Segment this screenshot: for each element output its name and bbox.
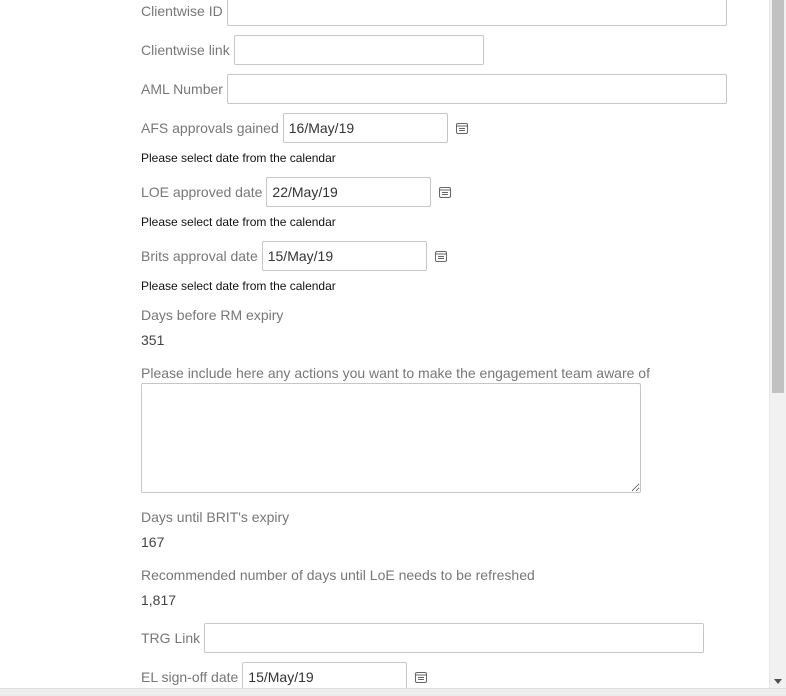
loe-refresh-label: Recommended number of days until LoE needs to be refreshed [141, 567, 535, 583]
days-until-brit-value: 167 [141, 534, 165, 550]
afs-approvals-label: AFS approvals gained [141, 120, 279, 136]
loe-approved-label: LOE approved date [141, 184, 263, 200]
days-before-rm-label: Days before RM expiry [141, 307, 284, 323]
clientwise-id-input[interactable] [227, 0, 727, 26]
scrollbar-thumb[interactable] [772, 0, 784, 393]
trg-link-input[interactable] [204, 623, 704, 653]
actions-note-textarea[interactable] [141, 383, 641, 493]
clientwise-link-row [141, 35, 484, 65]
aml-number-row [141, 74, 727, 104]
horizontal-scrollbar[interactable] [0, 688, 786, 696]
calendar-icon[interactable] [437, 184, 453, 200]
afs-approvals-date-input[interactable] [283, 113, 448, 143]
scroll-down-arrow-icon[interactable] [774, 679, 782, 684]
calendar-icon[interactable] [454, 120, 470, 136]
brits-approval-row [141, 241, 449, 271]
days-until-brit-label: Days until BRIT's expiry [141, 509, 290, 525]
aml-number-label: AML Number [141, 81, 223, 97]
calendar-icon[interactable] [433, 248, 449, 264]
el-signoff-label: EL sign-off date [141, 669, 239, 685]
trg-link-label: TRG Link [141, 630, 201, 646]
loe-refresh-value: 1,817 [141, 592, 177, 608]
afs-approvals-hint: Please select date from the calendar [141, 151, 336, 165]
aml-number-input[interactable] [227, 74, 727, 104]
trg-link-row [141, 623, 704, 653]
loe-approved-row [141, 177, 453, 207]
vertical-scrollbar[interactable] [769, 0, 786, 688]
actions-note-label: Please include here any actions you want to make the engagement team aware of [141, 365, 650, 381]
brits-approval-label: Brits approval date [141, 248, 258, 264]
clientwise-id-row [141, 0, 727, 26]
brits-approval-date-input[interactable] [262, 241, 427, 271]
days-before-rm-value: 351 [141, 332, 165, 348]
loe-approved-date-input[interactable] [266, 177, 431, 207]
loe-approved-hint: Please select date from the calendar [141, 215, 336, 229]
afs-approvals-row [141, 113, 470, 143]
calendar-icon[interactable] [413, 669, 429, 685]
clientwise-link-input[interactable] [234, 35, 484, 65]
brits-approval-hint: Please select date from the calendar [141, 279, 336, 293]
clientwise-id-label: Clientwise ID [141, 3, 223, 19]
clientwise-link-label: Clientwise link [141, 42, 230, 58]
